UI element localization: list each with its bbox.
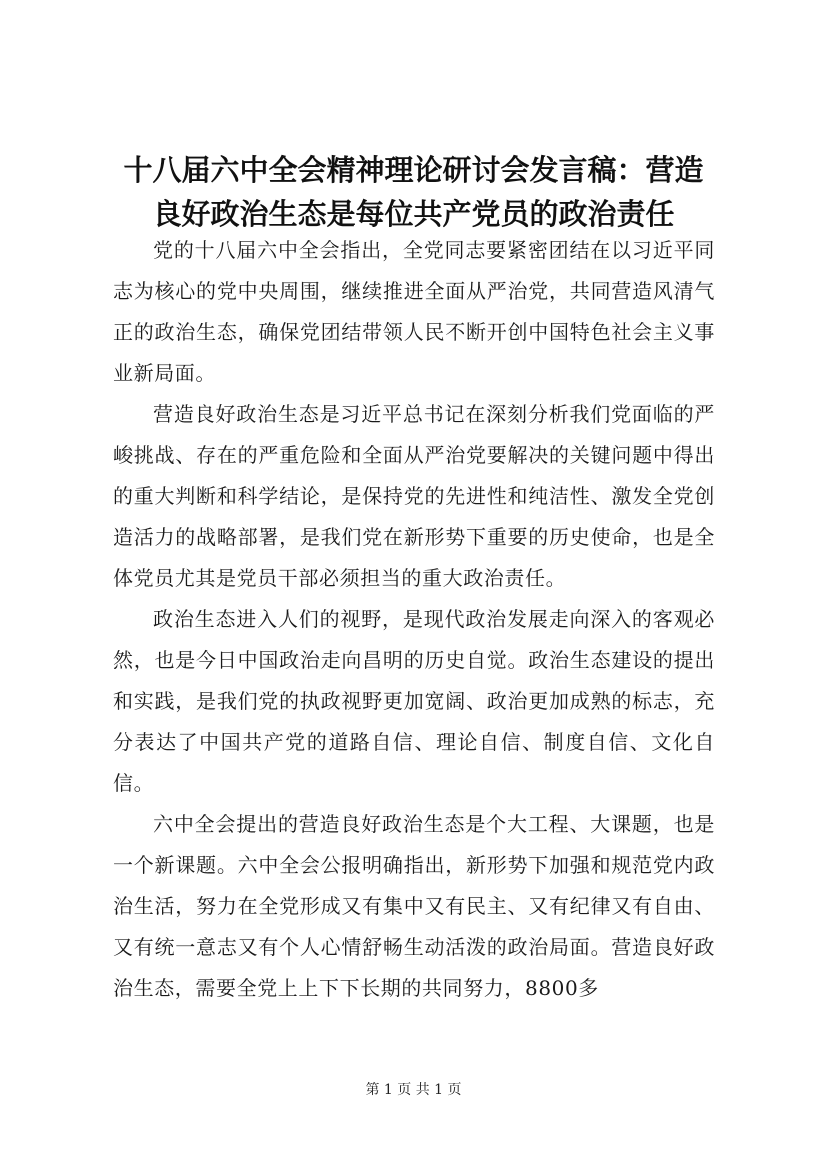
document-body	[113, 230, 715, 1009]
paragraph-3: 政治生态进入人们的视野，是现代政治发展走向深入的客观必然，也是今日中国政治走向昌明的历史自觉。政治生态建设的提出和实践，是我们党的执政视野更加宽阔、政治更加成熟的标志，充分表达了中国共产党的道路自信、理论自信、制度自信、文化自信。	[113, 607, 715, 795]
paragraph-2: 营造良好政治生态是习近平总书记在深刻分析我们党面临的严峻挑战、存在的严重危险和全面从严治党要解决的关键问题中得出的重大判断和科学结论，是保持党的先进性和纯洁性、激发全党创造活力的战略部署，是我们党在新形势下重要的历史使命，也是全体党员尤其是党员干部必须担当的重大政治责任。	[113, 402, 715, 590]
document-title-line-1: 十八届六中全会精神理论研讨会发言稿：营造	[123, 153, 704, 187]
paragraph-1: 党的十八届六中全会指出，全党同志要紧密团结在以习近平同志为核心的党中央周围，继续推进全面从严治党，共同营造风清气正的政治生态，确保党团结带领人民不断开创中国特色社会主义事业新局面。	[113, 238, 715, 385]
document-title-line-2: 良好政治生态是每位共产党员的政治责任	[152, 197, 675, 231]
paragraph-4: 六中全会提出的营造良好政治生态是个大工程、大课题，也是一个新课题。六中全会公报明确指出，新形势下加强和规范党内政治生活，努力在全党形成又有集中又有民主、又有纪律又有自由、又有统一意志又有个人心情舒畅生动活泼的政治局面。营造良好政治生态，需要全党上上下下长期的共同努力，8800多	[113, 812, 715, 1000]
page-footer: 第 1 页 共 1 页	[365, 1082, 462, 1098]
